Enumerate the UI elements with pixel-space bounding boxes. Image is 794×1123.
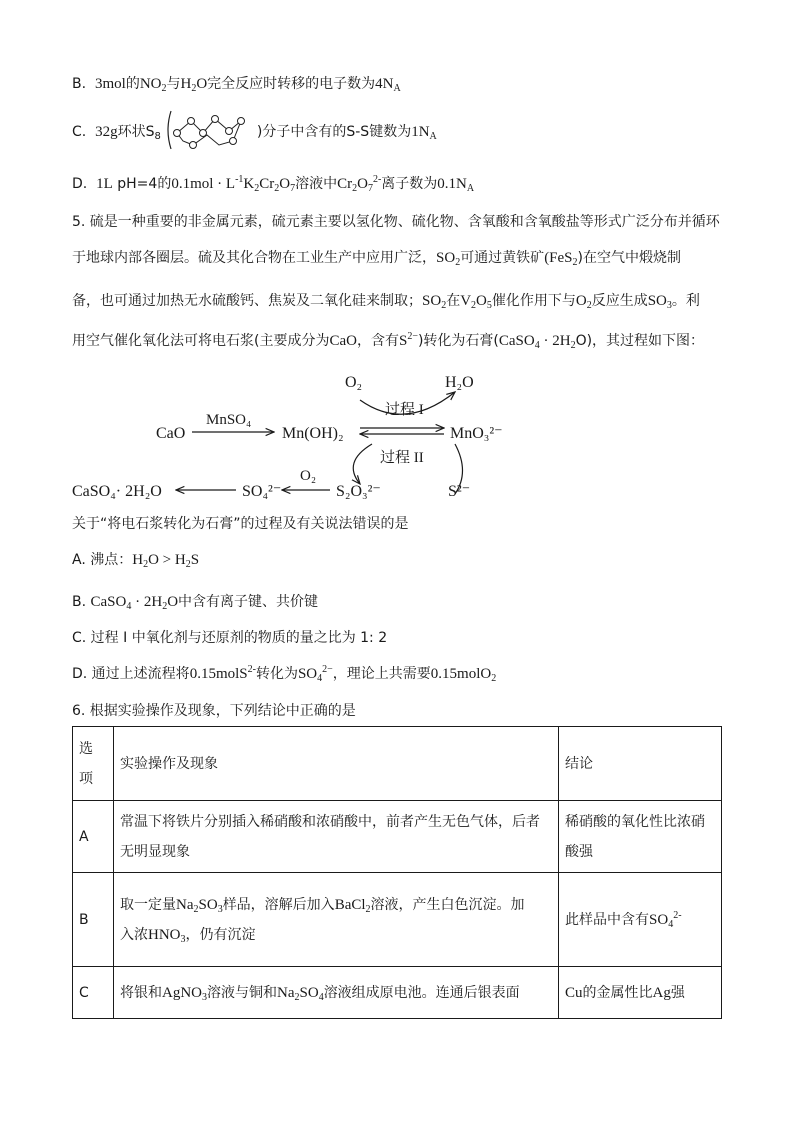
- text: 的: [125, 76, 140, 92]
- caso4-2h2o-label: CaSO₄· 2H₂O: [72, 483, 162, 500]
- table-row: [73, 801, 722, 873]
- option-cell: C: [73, 967, 114, 1019]
- h2o-top-label: H₂O: [445, 374, 474, 391]
- q6-title: 6. 根据实验操作及现象，下列结论中正确的是: [72, 703, 356, 719]
- s8-ring-structure-icon: [163, 107, 255, 153]
- s2o3-label: S₂O₃²⁻: [336, 483, 381, 500]
- conclusion-cell: 此样品中含有$SO_4^{2-}$: [559, 873, 722, 967]
- process1-label: 过程 I: [385, 402, 424, 418]
- option-cell: A: [73, 801, 114, 873]
- formula: $K_2Cr_2O_7$: [243, 176, 296, 194]
- option-label: B.: [72, 76, 87, 92]
- q5-option-a: A. 沸点：$H_2O > H_2S$: [72, 552, 200, 570]
- q5-paragraph-line-1: 5. 硫是一种重要的非金属元素，硫元素主要以氢化物、硫化物、含氧酸和含氧酸盐等形式广泛分布并循环: [72, 214, 720, 230]
- option-cell: B: [73, 873, 114, 967]
- reaction-scheme-diagram: [60, 362, 520, 508]
- q5-paragraph-line-3: 备，也可通过加热无水硫酸钙、焦炭及二氧化硅来制取；$SO_2$在$V_2O_5$催化作用下与$O_2$反应生成$SO_3$。利: [72, 293, 700, 311]
- experiment-table: [72, 726, 722, 1019]
- conclusion-cell: Cu的金属性比Ag强: [559, 967, 722, 1019]
- header-conclusion: 结论: [559, 727, 722, 801]
- option-label: C.: [72, 124, 87, 140]
- option-label: D.: [72, 176, 88, 192]
- q5-option-b: B. CaSO$_4$ · $2H_2O$中含有离子键、共价键: [72, 594, 319, 612]
- text: )分子中含有的S-S键数为: [256, 124, 412, 140]
- text: 离子数为: [381, 176, 438, 192]
- q5-paragraph-line-4: 用空气催化氧化法可将电石浆(主要成分为CaO，含有$S^{2-}$)转化为石膏(CaSO$_4$ · $2H_2O$)，其过程如下图：: [72, 331, 705, 351]
- formula: 1L: [96, 176, 113, 192]
- table-row: [73, 873, 722, 967]
- q5-question: 关于“将电石浆转化为石膏”的过程及有关说法错误的是: [72, 516, 409, 532]
- mnso4-label: MnSO₄: [206, 412, 252, 428]
- text: 完全反应时转移的电子数为: [207, 76, 376, 92]
- formula: $Cr_2O_7^{2-}$: [337, 174, 382, 194]
- formula: 3mol: [94, 76, 126, 92]
- text: 与: [166, 76, 181, 92]
- q4-option-b: [72, 74, 401, 94]
- cao-label: CaO: [156, 425, 186, 442]
- so4-label: SO₄²⁻: [242, 483, 282, 500]
- formula: $H_2O$: [180, 76, 208, 94]
- process2-arc-left: [353, 444, 372, 484]
- mno3-label: MnO₃²⁻: [450, 425, 503, 442]
- q4-option-c: [72, 121, 437, 143]
- text: pH=4的: [117, 176, 172, 192]
- process2-label: 过程 II: [380, 450, 424, 466]
- operation-cell: 常温下将铁片分别插入稀硝酸和浓硝酸中，前者产生无色气体，后者 无明显现象: [114, 801, 559, 873]
- q4-option-d: [72, 174, 474, 194]
- header-operation: 实验操作及现象: [114, 727, 559, 801]
- text: 环状: [117, 124, 146, 140]
- header-option: 选 项: [73, 727, 114, 801]
- formula: $4N_A$: [375, 76, 401, 94]
- s2-label: S²⁻: [448, 483, 471, 500]
- q5-option-c: C. 过程 I 中氧化剂与还原剂的物质的量之比为 1: 2: [72, 630, 388, 646]
- conclusion-cell: 稀硝酸的氧化性比浓硝 酸强: [559, 801, 722, 873]
- q5-paragraph-line-2: 于地球内部各圈层。硫及其化合物在工业生产中应用广泛，$SO_2$可通过黄铁矿(FeS$_2$)在空气中煅烧制: [72, 250, 681, 268]
- formula: $0.1mol \cdot L^{-1}$: [171, 174, 244, 192]
- table-row: [73, 967, 722, 1019]
- operation-cell: 取一定量$Na_2SO_3$样品，溶解后加入BaCl$_2$溶液，产生白色沉淀。加 入浓$HNO_3$，仍有沉淀: [114, 873, 559, 967]
- formula: 32g: [95, 124, 118, 140]
- text: 溶液中: [295, 176, 338, 192]
- mnoh2-label: Mn(OH)₂: [282, 425, 344, 442]
- o2-top-label: O₂: [345, 374, 363, 391]
- q5-option-d: D. 通过上述流程将0.15molS$^{2-}$转化为$SO_4^{2-}$，理论上共需要0.15molO$_2$: [72, 664, 497, 684]
- formula: $S_8$: [145, 124, 161, 142]
- operation-cell: 将银和AgNO$_3$溶液与铜和$Na_2SO_4$溶液组成原电池。连通后银表面: [114, 967, 559, 1019]
- formula: $0.1N_A$: [437, 176, 475, 194]
- formula: $1N_A$: [411, 124, 437, 142]
- table-header-row: [73, 727, 722, 801]
- o2-mid-label: O₂: [300, 468, 317, 484]
- formula: $NO_2$: [139, 76, 167, 94]
